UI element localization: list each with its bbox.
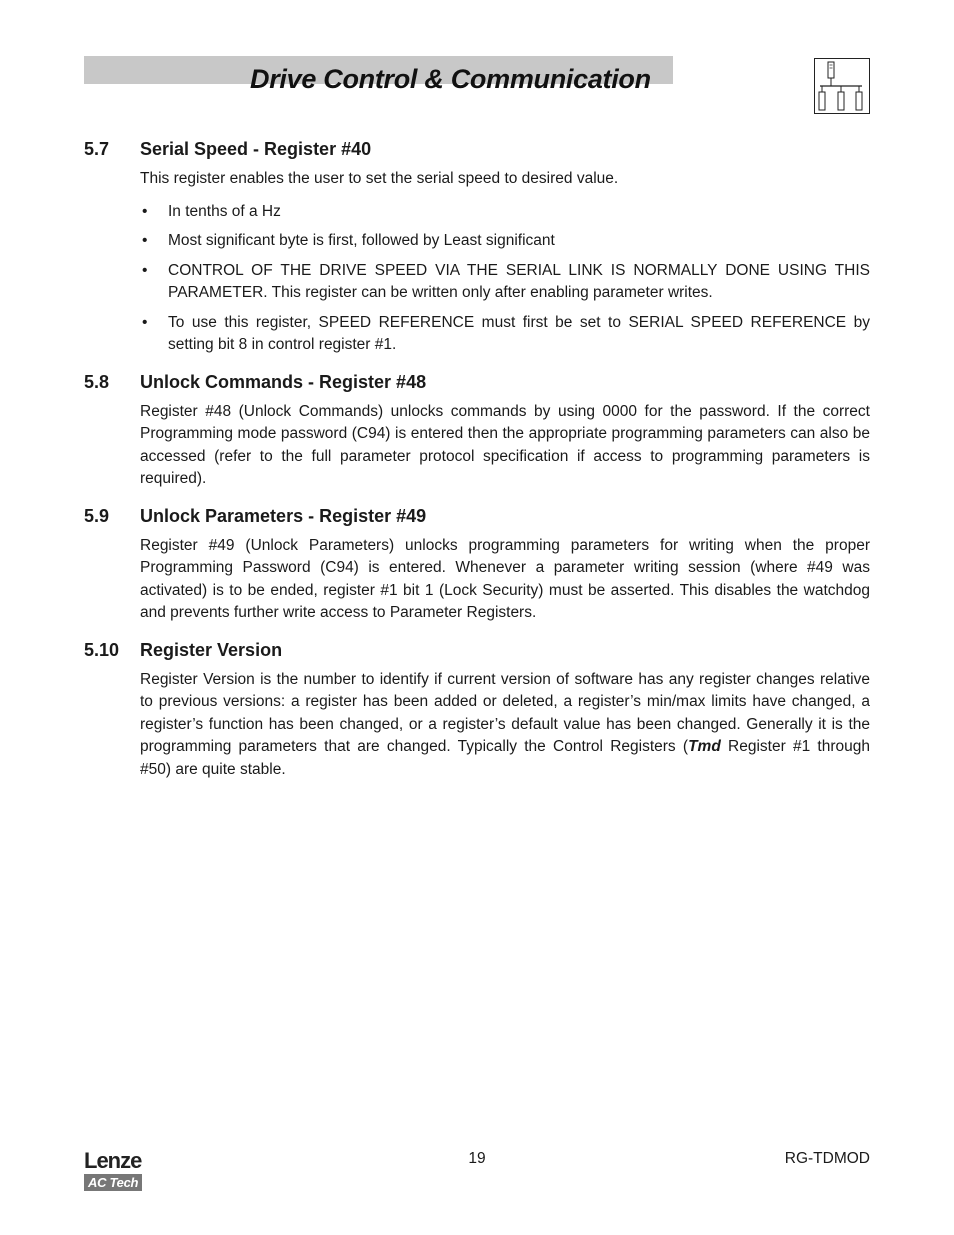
paragraph-text: Register Version is the number to identify if current version of software has any register changes relative to previous versions: a register has been added or deleted, a register’s min/max limits have changed, a register’s function has been changed, or a register’s default value has been changed. Generally it is the programming parameters that are changed. Typically the Control Registers ( bbox=[140, 670, 870, 755]
section-title: Register Version bbox=[140, 639, 283, 660]
paragraph bbox=[140, 669, 870, 782]
bullet-icon: • bbox=[142, 313, 148, 331]
paragraph: Register #48 (Unlock Commands) unlocks commands by using 0000 for the password. If the correct Programming mode password (C94) is entered then the appropriate programming parameters can also be accessed (refer to the full parameter protocol specification if access to programming parameters is required). bbox=[140, 402, 870, 487]
list-item-text: In tenths of a Hz bbox=[168, 202, 281, 220]
document-body bbox=[84, 136, 870, 793]
list-item-text: To use this register, SPEED REFERENCE must first be set to SERIAL SPEED REFERENCE by setting bit 8 in control register #1. bbox=[168, 313, 870, 353]
bullet-icon: • bbox=[142, 232, 148, 249]
network-diagram-icon bbox=[814, 58, 870, 114]
section-number: 5.9 bbox=[84, 505, 110, 526]
bullet-icon: • bbox=[142, 202, 148, 220]
section-body bbox=[140, 168, 870, 357]
logo-brand: Lenze bbox=[84, 1148, 142, 1173]
paragraph: This register enables the user to set the serial speed to desired value. bbox=[140, 170, 619, 187]
section-number: 5.10 bbox=[84, 639, 120, 660]
product-name-emphasis: Tmd bbox=[688, 738, 721, 755]
list-item bbox=[140, 201, 870, 224]
section-5-7 bbox=[84, 136, 870, 357]
paragraph-text: Register #1 through #50) are quite stable. bbox=[140, 738, 871, 778]
list-item bbox=[140, 260, 870, 305]
list-item bbox=[140, 230, 870, 253]
section-heading bbox=[84, 369, 870, 395]
section-5-9 bbox=[84, 503, 870, 625]
page-number: 19 bbox=[468, 1150, 486, 1167]
document-code: RG-TDMOD bbox=[784, 1150, 870, 1167]
list-item-text: CONTROL OF THE DRIVE SPEED VIA THE SERIAL LINK IS NORMALLY DONE USING THIS PARAMETER. This register can be written only after enabling parameter writes. bbox=[168, 261, 870, 301]
section-heading bbox=[84, 503, 870, 529]
section-body bbox=[140, 535, 870, 625]
section-title: Serial Speed - Register #40 bbox=[140, 139, 372, 159]
section-heading bbox=[84, 637, 870, 663]
list-item-text: Most significant byte is first, followed by Least significant bbox=[168, 232, 555, 249]
logo-subbrand: AC Tech bbox=[84, 1174, 142, 1191]
section-heading bbox=[84, 136, 870, 162]
section-title: Unlock Commands - Register #48 bbox=[140, 371, 427, 392]
paragraph: Register #49 (Unlock Parameters) unlocks programming parameters for writing when the proper Programming Password (C94) is entered. Whenever a parameter writing session (where #49 was activated) is to be ended, register #1 bit 1 (Lock Security) must be asserted. This disables the watchdog and prevents further write access to Parameter Registers. bbox=[140, 536, 870, 621]
section-number: 5.7 bbox=[84, 139, 110, 159]
section-5-10 bbox=[84, 637, 870, 782]
bullet-list bbox=[140, 201, 870, 357]
section-5-8 bbox=[84, 369, 870, 491]
page-title: Drive Control & Communication bbox=[250, 64, 651, 94]
section-title: Unlock Parameters - Register #49 bbox=[140, 505, 427, 526]
section-body bbox=[140, 401, 870, 491]
section-number: 5.8 bbox=[84, 371, 110, 392]
section-body bbox=[140, 669, 870, 782]
bullet-icon: • bbox=[142, 261, 148, 279]
list-item bbox=[140, 312, 870, 357]
